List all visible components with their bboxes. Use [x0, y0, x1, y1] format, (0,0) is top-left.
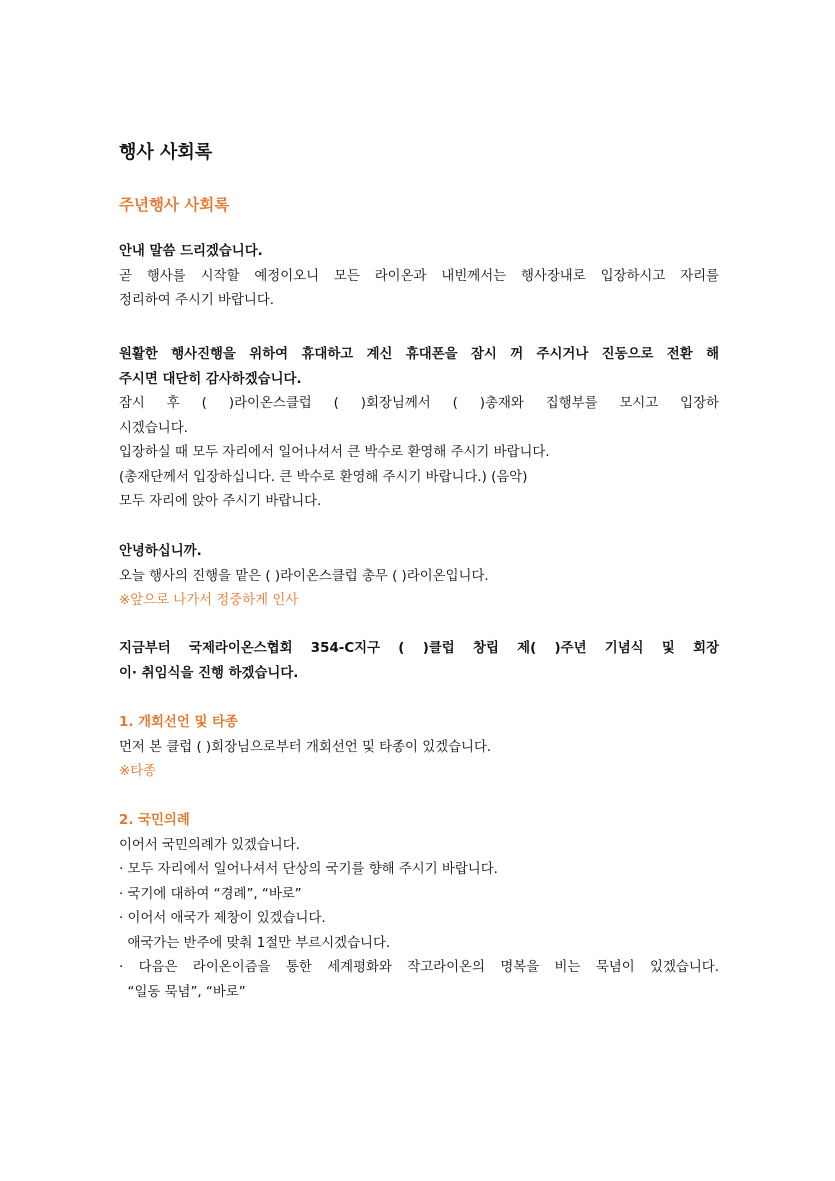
greeting-heading: 안녕하십니까.: [119, 544, 202, 559]
phone-notice-line-1: 원활한 행사진행을 위하여 휴대하고 계신 휴대폰을 잠시 꺼 주시거나 진동으로 전환 해: [119, 347, 719, 362]
guidance-line-1: 곧 행사를 시작할 예정이오니 모든 라이온과 내빈께서는 행사장내로 입장하시고 자리를: [119, 268, 719, 284]
opening-line-1: 먼저 본 클럽 ( )회장님으로부터 개회선언 및 타종이 있겠습니다.: [119, 739, 492, 755]
document-title: 행사 사회록: [119, 142, 213, 163]
guidance-line-2: 정리하여 주시기 바랍니다.: [119, 293, 275, 308]
greeting-line-1: 오늘 행사의 진행을 맡은 ( )라이온스클럽 총무 ( )라이온입니다.: [119, 568, 489, 584]
entrance-line-5: 모두 자리에 앉아 주시기 바랍니다.: [119, 494, 322, 509]
national-ceremony-line-6: · 다음은 라이온이즘을 통한 세계평화와 작고라이온의 명복을 비는 묵념이 있겠습니다.: [119, 960, 719, 975]
national-ceremony-line-1: 이어서 국민의례가 있겠습니다.: [119, 837, 300, 853]
ceremony-intro-line-1: 지금부터 국제라이온스협회 354-C지구 ( )클럽 창립 제( )주년 기념식 및 회장: [119, 641, 719, 656]
opening-note: ※타종: [119, 764, 157, 779]
national-ceremony-line-3: · 국기에 대하여 “경례”, “바로”: [119, 886, 302, 902]
section-opening: [119, 711, 719, 785]
national-ceremony-line-7: “일동 묵념”, “바로”: [119, 984, 246, 1000]
national-ceremony-heading: 2. 국민의례: [119, 813, 190, 828]
greeting-note: ※앞으로 나가서 정중하게 인사: [119, 593, 299, 608]
opening-heading: 1. 개회선언 및 타종: [119, 715, 238, 730]
entrance-line-1: 잠시 후 ( )라이온스클럽 ( )회장님께서 ( )총재와 집행부를 모시고 입장하: [119, 396, 719, 411]
section-entrance: [119, 343, 719, 515]
entrance-line-2: 시겠습니다.: [119, 420, 188, 436]
entrance-line-3: 입장하실 때 모두 자리에서 일어나셔서 큰 박수로 환영해 주시기 바랍니다.: [119, 445, 550, 460]
section-greeting: [119, 540, 719, 614]
section-national-ceremony: [119, 809, 719, 1005]
national-ceremony-line-2: · 모두 자리에서 일어나셔서 단상의 국기를 향해 주시기 바랍니다.: [119, 862, 498, 877]
ceremony-intro-line-2: 이· 취임식을 진행 하겠습니다.: [119, 665, 299, 681]
section-ceremony-intro: [119, 637, 719, 686]
phone-notice-line-2: 주시면 대단히 감사하겠습니다.: [119, 371, 302, 387]
section-guidance: [119, 240, 719, 314]
national-ceremony-line-5: 애국가는 반주에 맞춰 1절만 부르시겠습니다.: [119, 935, 391, 951]
national-ceremony-line-4: · 이어서 애국가 제창이 있겠습니다.: [119, 911, 326, 926]
guidance-heading: 안내 말씀 드리겠습니다.: [119, 244, 263, 259]
document-subtitle: 주년행사 사회록: [119, 196, 230, 214]
entrance-line-4: (총재단께서 입장하십니다. 큰 박수로 환영해 주시기 바랍니다.) (음악): [119, 469, 528, 485]
